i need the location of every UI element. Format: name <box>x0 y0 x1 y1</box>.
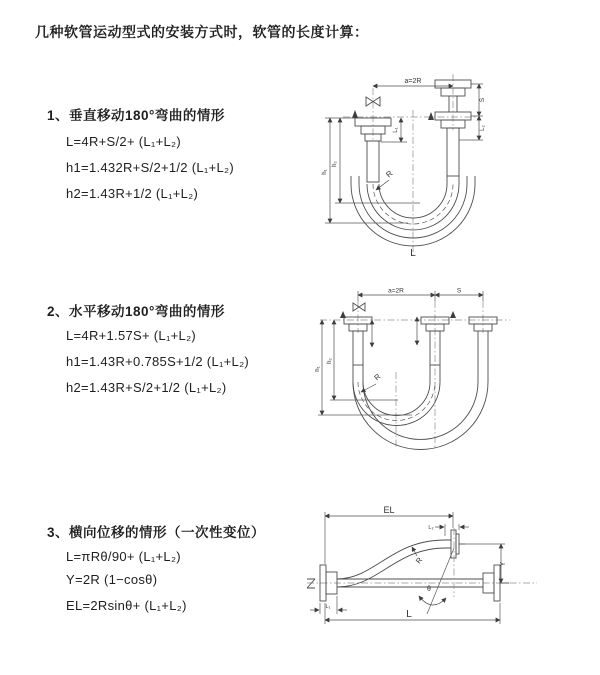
braided-hose-section <box>353 331 363 365</box>
section-1-formula-L: L=4R+S/2+ (L₁+L₂) <box>66 134 181 149</box>
braided-hose-section <box>367 141 379 182</box>
dim-label-L: L <box>406 609 412 620</box>
dimension-s <box>435 288 483 296</box>
section-3-formula-Y: Y=2R (1−cosθ) <box>66 572 158 587</box>
dim-label-el: EL <box>383 505 395 515</box>
dim-label-l1: L₁ <box>325 604 331 610</box>
centerlines <box>320 301 510 447</box>
pipe-break-icon <box>307 579 315 588</box>
dim-label-r: R <box>413 555 425 566</box>
dim-label-r: R <box>384 168 395 180</box>
diagram-vertical-180-bend <box>313 72 530 258</box>
angle-construction <box>419 528 454 614</box>
diagram-horizontal-180-bend <box>315 287 530 452</box>
section-3-formula-L: L=πRθ/90+ (L₁+L₂) <box>66 549 181 564</box>
valve-icon <box>353 303 365 311</box>
dim-label-h2: h₂ <box>327 358 333 364</box>
diagram-lateral-displacement <box>303 502 545 642</box>
dim-label-s: S <box>456 287 462 295</box>
braided-hose-section <box>447 128 459 176</box>
dimension-l2 <box>428 524 469 536</box>
dimension-a-2r <box>373 78 453 86</box>
section-1-formula-h2: h2=1.43R+1/2 (L₁+L₂) <box>66 186 199 201</box>
dim-label-a2r: a=2R <box>404 78 422 85</box>
dimension-l2 <box>479 116 486 140</box>
dimension-a-2r <box>358 288 483 302</box>
hose-displaced-position <box>337 540 451 587</box>
dimension-h1 <box>315 320 412 415</box>
section-3-heading: 3、横向位移的情形（一次性变位） <box>47 525 266 540</box>
section-2-formula-h1: h1=1.43R+0.785S+1/2 (L₁+L₂) <box>66 354 250 369</box>
dim-label-s: S <box>479 97 486 103</box>
dim-label-l1: L₁ <box>393 127 399 133</box>
dim-label-y: Y <box>500 561 507 567</box>
dim-label-theta: θ <box>427 586 431 593</box>
section-2-heading: 2、水平移动180°弯曲的情形 <box>47 304 225 319</box>
dim-label-h2: h₂ <box>332 161 338 167</box>
dim-label-l2: L₂ <box>480 125 486 131</box>
dimension-el <box>325 505 453 564</box>
dim-label-a2r: a=2R <box>388 287 404 295</box>
dimension-h2 <box>327 320 398 400</box>
movement-arrow-icon <box>352 110 434 120</box>
dim-label-h1: h₁ <box>315 366 321 372</box>
dim-label-h1: h₁ <box>322 169 328 175</box>
section-1-formula-h1: h1=1.432R+S/2+1/2 (L₁+L₂) <box>66 160 234 175</box>
section-2-formula-L: L=4R+1.57S+ (L₁+L₂) <box>66 328 197 343</box>
left-flange-assembly <box>344 317 372 365</box>
dim-label-r: R <box>372 371 383 383</box>
section-3-formula-EL: EL=2Rsinθ+ (L₁+L₂) <box>66 598 187 613</box>
radius-callout <box>412 547 425 565</box>
dim-label-l2: L₂ <box>428 525 434 531</box>
page-title: 几种软管运动型式的安装方式时，软管的长度计算： <box>35 24 369 40</box>
section-1-heading: 1、垂直移动180°弯曲的情形 <box>47 108 225 123</box>
hose-u-bend-position-2 <box>353 345 488 450</box>
section-2-formula-h2: h2=1.43R+S/2+1/2 (L₁+L₂) <box>66 380 227 395</box>
dimension-l <box>325 603 500 624</box>
dimension-l1 <box>310 596 347 614</box>
dim-label-L: L <box>410 248 416 258</box>
dimension-h2 <box>332 118 420 203</box>
hose-u-bend-position-1 <box>353 365 440 426</box>
radius-callout <box>361 372 383 392</box>
fitting-length-dims <box>372 317 417 347</box>
